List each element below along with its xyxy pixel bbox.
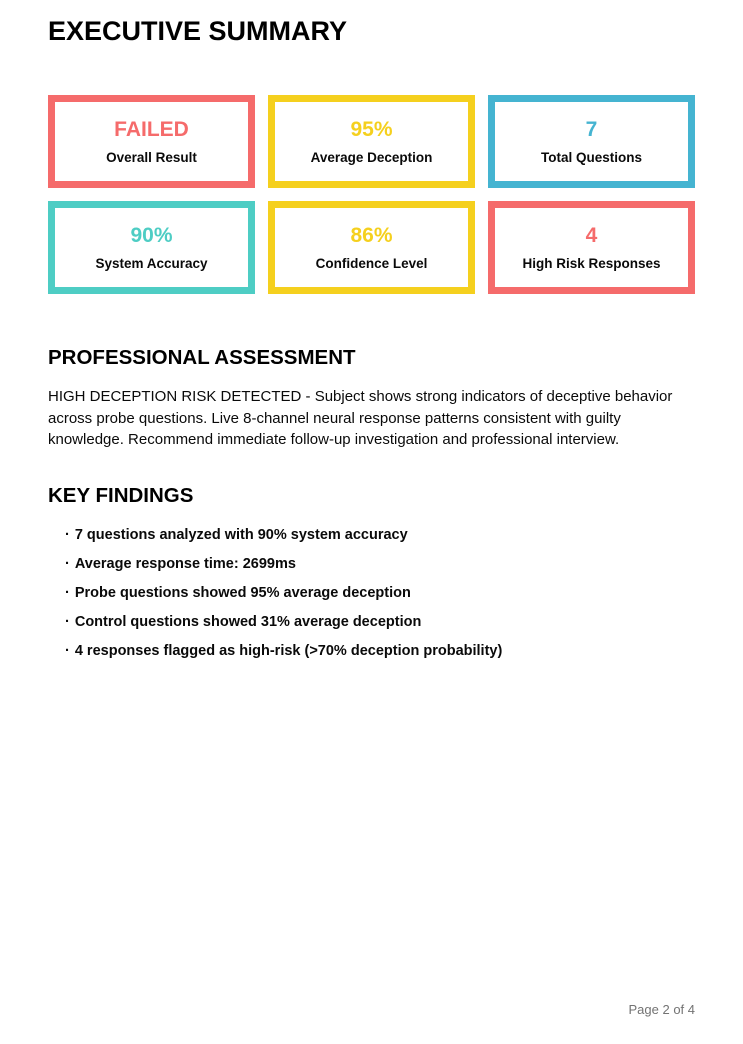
- card-label: Confidence Level: [315, 255, 428, 271]
- bullet-marker: ·: [65, 584, 70, 601]
- key-findings-heading: KEY FINDINGS: [48, 483, 194, 507]
- key-finding-text: Control questions showed 31% average deception: [74, 613, 422, 630]
- key-finding-item: [65, 613, 695, 632]
- key-finding-text: Probe questions showed 95% average deception: [74, 584, 411, 601]
- key-finding-item: [65, 526, 695, 545]
- page-number: Page 2 of 4: [628, 1002, 695, 1017]
- key-finding-item: [65, 555, 695, 574]
- card-value: 95%: [350, 117, 393, 141]
- card-label: Average Deception: [310, 149, 433, 165]
- key-finding-text: 7 questions analyzed with 90% system accuracy: [74, 526, 408, 543]
- key-findings-list: [48, 526, 695, 661]
- key-finding-text: Average response time: 2699ms: [74, 555, 296, 572]
- card-value: 86%: [350, 223, 393, 247]
- card-high-risk-responses: [488, 201, 695, 294]
- card-label: High Risk Responses: [522, 255, 661, 271]
- professional-assessment-heading: PROFESSIONAL ASSESSMENT: [48, 346, 356, 369]
- bullet-marker: ·: [65, 642, 70, 659]
- card-value: 7: [585, 117, 598, 141]
- page-title: EXECUTIVE SUMMARY: [48, 16, 348, 46]
- professional-assessment-body: HIGH DECEPTION RISK DETECTED - Subject shows strong indicators of deceptive behavior across probe questions. Live 8-channel neural response patterns consistent with guilty knowledge. Recommend immediate follow-up investigation and professional interview.: [48, 388, 673, 448]
- key-finding-text: 4 responses flagged as high-risk (>70% deception probability): [74, 642, 503, 659]
- card-value: FAILED: [114, 117, 189, 141]
- card-value: 90%: [130, 223, 173, 247]
- card-label: Overall Result: [106, 149, 197, 165]
- card-label: System Accuracy: [95, 255, 208, 271]
- card-overall-result: [48, 95, 255, 188]
- card-system-accuracy: [48, 201, 255, 294]
- bullet-marker: ·: [65, 613, 70, 630]
- summary-cards-grid: [48, 95, 695, 294]
- bullet-marker: ·: [65, 555, 70, 572]
- card-label: Total Questions: [540, 149, 642, 165]
- card-average-deception: [268, 95, 475, 188]
- key-finding-item: [65, 642, 695, 661]
- card-total-questions: [488, 95, 695, 188]
- bullet-marker: ·: [65, 526, 70, 543]
- card-confidence-level: [268, 201, 475, 294]
- card-value: 4: [585, 223, 598, 247]
- key-finding-item: [65, 584, 695, 603]
